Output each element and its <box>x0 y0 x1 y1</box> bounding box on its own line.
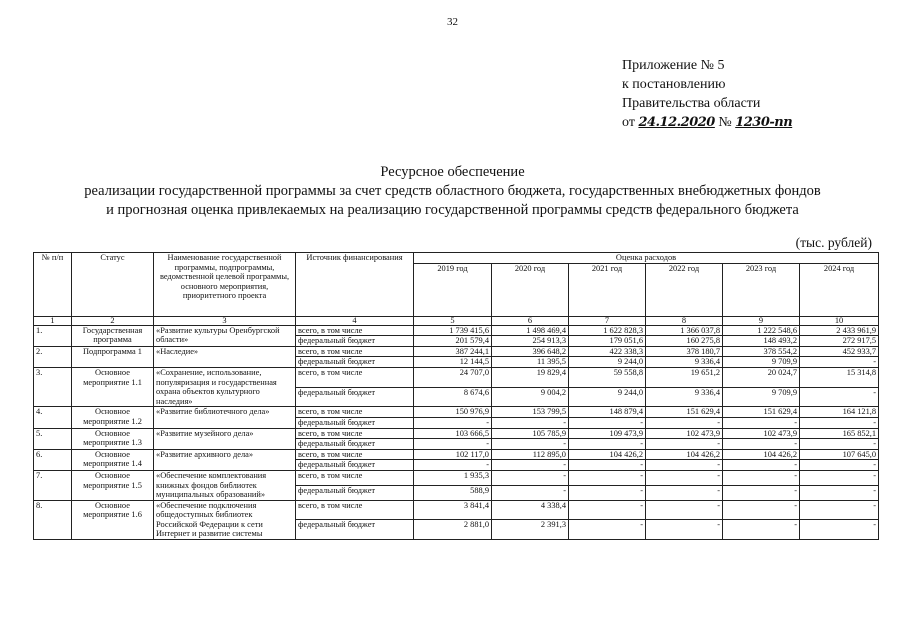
row-source: федеральный бюджет <box>296 336 414 347</box>
row-name: «Развитие библиотечного дела» <box>154 407 296 428</box>
row-value: - <box>492 439 569 450</box>
resource-table <box>33 252 879 540</box>
row-status: Основное мероприятие 1.3 <box>72 428 154 449</box>
row-source: федеральный бюджет <box>296 460 414 471</box>
row-status: Основное мероприятие 1.2 <box>72 407 154 428</box>
row-number: 5. <box>34 428 72 449</box>
row-value: - <box>569 520 646 540</box>
number-prefix: № <box>718 115 732 130</box>
row-source: федеральный бюджет <box>296 387 414 407</box>
column-index: 6 <box>492 316 569 325</box>
column-index: 4 <box>296 316 414 325</box>
header-year: 2024 год <box>800 263 879 316</box>
row-number: 8. <box>34 500 72 539</box>
title-line-3: и прогнозная оценка привлекаемых на реализацию государственной программы средств федерального бюджета <box>106 202 799 218</box>
table-row <box>34 325 879 336</box>
row-value: 9 336,4 <box>646 387 723 407</box>
row-value: - <box>414 460 492 471</box>
row-value: 151 629,4 <box>723 407 800 418</box>
row-source: федеральный бюджет <box>296 520 414 540</box>
row-value: - <box>569 460 646 471</box>
table-row <box>34 346 879 357</box>
column-index: 9 <box>723 316 800 325</box>
row-value: 11 395,5 <box>492 357 569 368</box>
row-source: федеральный бюджет <box>296 357 414 368</box>
row-value: 107 645,0 <box>800 449 879 460</box>
row-value: 59 558,8 <box>569 367 646 387</box>
row-value: 179 051,6 <box>569 336 646 347</box>
column-index: 10 <box>800 316 879 325</box>
table-row <box>34 367 879 387</box>
row-source: всего, в том числе <box>296 407 414 418</box>
row-value: 588,9 <box>414 485 492 500</box>
row-status: Основное мероприятие 1.5 <box>72 470 154 500</box>
row-value: 104 426,2 <box>646 449 723 460</box>
row-value: 2 433 961,9 <box>800 325 879 336</box>
header-num: № п/п <box>34 253 72 317</box>
row-value: - <box>723 500 800 520</box>
row-status: Основное мероприятие 1.1 <box>72 367 154 406</box>
header-source: Источник финансирования <box>296 253 414 317</box>
row-value: - <box>569 470 646 485</box>
header-name: Наименование государственной программы, подпрограммы, ведомственной целевой программы, основного мероприятия, приоритетного проекта <box>154 253 296 317</box>
row-value: 102 473,9 <box>646 428 723 439</box>
row-value: - <box>723 470 800 485</box>
row-value: - <box>646 439 723 450</box>
row-value: - <box>800 417 879 428</box>
document-title <box>0 163 905 220</box>
table-row <box>34 500 879 520</box>
row-value: 164 121,8 <box>800 407 879 418</box>
row-value: - <box>723 460 800 471</box>
row-value: 9 336,4 <box>646 357 723 368</box>
row-source: всего, в том числе <box>296 428 414 439</box>
row-value: - <box>569 485 646 500</box>
row-number: 1. <box>34 325 72 346</box>
header-year: 2021 год <box>569 263 646 316</box>
row-value: 9 709,9 <box>723 357 800 368</box>
row-status: Подпрограмма 1 <box>72 346 154 367</box>
row-source: всего, в том числе <box>296 470 414 485</box>
appendix-date-line <box>622 113 792 132</box>
row-name: «Обеспечение подключения общедоступных библиотек Российской Федерации к сети Интернет и развитие системы <box>154 500 296 539</box>
row-value: - <box>800 460 879 471</box>
appendix-line-2: к постановлению <box>622 77 726 92</box>
row-value: 254 913,3 <box>492 336 569 347</box>
row-value: - <box>723 417 800 428</box>
row-value: 4 338,4 <box>492 500 569 520</box>
row-value: 112 895,0 <box>492 449 569 460</box>
title-line-2: реализации государственной программы за счет средств областного бюджета, государственных внебюджетных фондов <box>84 183 821 199</box>
row-number: 6. <box>34 449 72 470</box>
handwritten-date: 24.12.2020 <box>638 115 715 130</box>
row-value: - <box>414 439 492 450</box>
row-name: «Развитие музейного дела» <box>154 428 296 449</box>
appendix-block <box>622 56 792 132</box>
row-value: 15 314,8 <box>800 367 879 387</box>
row-value: 9 244,0 <box>569 387 646 407</box>
row-value: 148 493,2 <box>723 336 800 347</box>
row-value: 378 180,7 <box>646 346 723 357</box>
row-value: 452 933,7 <box>800 346 879 357</box>
row-value: 105 785,9 <box>492 428 569 439</box>
row-value: 8 674,6 <box>414 387 492 407</box>
row-value: 9 244,0 <box>569 357 646 368</box>
row-value: 1 935,3 <box>414 470 492 485</box>
row-value: 150 976,9 <box>414 407 492 418</box>
row-value: - <box>800 500 879 520</box>
column-index-row <box>34 316 879 325</box>
handwritten-number: 1230-пп <box>735 115 793 130</box>
row-value: - <box>569 500 646 520</box>
row-value: 109 473,9 <box>569 428 646 439</box>
row-value: 24 707,0 <box>414 367 492 387</box>
unit-label: (тыс. рублей) <box>795 235 872 250</box>
row-value: 387 244,1 <box>414 346 492 357</box>
row-value: 151 629,4 <box>646 407 723 418</box>
row-value: 1 739 415,6 <box>414 325 492 336</box>
row-value: - <box>800 439 879 450</box>
row-source: федеральный бюджет <box>296 417 414 428</box>
row-value: 272 917,5 <box>800 336 879 347</box>
row-value: 1 622 828,3 <box>569 325 646 336</box>
row-value: 12 144,5 <box>414 357 492 368</box>
title-line-1: Ресурсное обеспечение <box>380 164 525 180</box>
row-value: 9 709,9 <box>723 387 800 407</box>
row-value: 102 117,0 <box>414 449 492 460</box>
row-source: всего, в том числе <box>296 449 414 460</box>
row-number: 7. <box>34 470 72 500</box>
row-value: 2 881,0 <box>414 520 492 540</box>
row-source: всего, в том числе <box>296 325 414 336</box>
row-name: «Развитие культуры Оренбургской области» <box>154 325 296 346</box>
row-status: Основное мероприятие 1.4 <box>72 449 154 470</box>
row-value: - <box>569 417 646 428</box>
header-year: 2023 год <box>723 263 800 316</box>
row-value: 1 498 469,4 <box>492 325 569 336</box>
header-year: 2020 год <box>492 263 569 316</box>
row-value: - <box>492 417 569 428</box>
table-header <box>34 253 879 326</box>
row-number: 2. <box>34 346 72 367</box>
row-value: 396 648,2 <box>492 346 569 357</box>
row-value: - <box>646 417 723 428</box>
row-value: 19 651,2 <box>646 367 723 387</box>
row-source: всего, в том числе <box>296 346 414 357</box>
page-number: 32 <box>447 16 458 28</box>
row-name: «Сохранение, использование, популяризация и государственная охрана объектов культурного наследия» <box>154 367 296 406</box>
row-value: 104 426,2 <box>723 449 800 460</box>
row-value: - <box>800 357 879 368</box>
row-value: 422 338,3 <box>569 346 646 357</box>
row-value: - <box>646 460 723 471</box>
row-value: - <box>492 460 569 471</box>
row-status: Основное мероприятие 1.6 <box>72 500 154 539</box>
table-row <box>34 428 879 439</box>
row-value: 1 222 548,6 <box>723 325 800 336</box>
row-value: - <box>414 417 492 428</box>
row-value: - <box>492 485 569 500</box>
row-status: Государственная программа <box>72 325 154 346</box>
row-name: «Развитие архивного дела» <box>154 449 296 470</box>
row-value: 1 366 037,8 <box>646 325 723 336</box>
row-value: 2 391,3 <box>492 520 569 540</box>
row-value: 153 799,5 <box>492 407 569 418</box>
date-prefix: от <box>622 115 635 130</box>
row-value: - <box>800 485 879 500</box>
column-index: 7 <box>569 316 646 325</box>
column-index: 8 <box>646 316 723 325</box>
row-value: 165 852,1 <box>800 428 879 439</box>
header-status: Статус <box>72 253 154 317</box>
row-value: 3 841,4 <box>414 500 492 520</box>
row-value: 201 579,4 <box>414 336 492 347</box>
row-source: всего, в том числе <box>296 367 414 387</box>
column-index: 3 <box>154 316 296 325</box>
row-value: 102 473,9 <box>723 428 800 439</box>
row-value: - <box>800 387 879 407</box>
row-value: 148 879,4 <box>569 407 646 418</box>
row-value: - <box>646 485 723 500</box>
row-value: 104 426,2 <box>569 449 646 460</box>
row-value: - <box>723 485 800 500</box>
row-value: - <box>723 439 800 450</box>
row-value: 103 666,5 <box>414 428 492 439</box>
appendix-line-3: Правительства области <box>622 96 761 111</box>
row-value: 20 024,7 <box>723 367 800 387</box>
row-value: - <box>646 470 723 485</box>
table-row <box>34 449 879 460</box>
row-name: «Обеспечение комплектования книжных фондов библиотек муниципальных образований» <box>154 470 296 500</box>
column-index: 5 <box>414 316 492 325</box>
row-value: - <box>800 470 879 485</box>
table-row <box>34 407 879 418</box>
row-value: - <box>800 520 879 540</box>
column-index: 2 <box>72 316 154 325</box>
row-value: 19 829,4 <box>492 367 569 387</box>
row-number: 3. <box>34 367 72 406</box>
appendix-line-1: Приложение № 5 <box>622 58 725 73</box>
row-value: 9 004,2 <box>492 387 569 407</box>
row-name: «Наследие» <box>154 346 296 367</box>
header-year: 2019 год <box>414 263 492 316</box>
row-value: - <box>646 500 723 520</box>
row-source: всего, в том числе <box>296 500 414 520</box>
row-value: - <box>492 470 569 485</box>
row-value: - <box>723 520 800 540</box>
row-source: федеральный бюджет <box>296 439 414 450</box>
row-value: - <box>569 439 646 450</box>
row-source: федеральный бюджет <box>296 485 414 500</box>
row-value: 378 554,2 <box>723 346 800 357</box>
row-number: 4. <box>34 407 72 428</box>
header-year: 2022 год <box>646 263 723 316</box>
table-body <box>34 325 879 539</box>
header-estimate: Оценка расходов <box>414 253 879 264</box>
column-index: 1 <box>34 316 72 325</box>
table-row <box>34 470 879 485</box>
row-value: - <box>646 520 723 540</box>
row-value: 160 275,8 <box>646 336 723 347</box>
